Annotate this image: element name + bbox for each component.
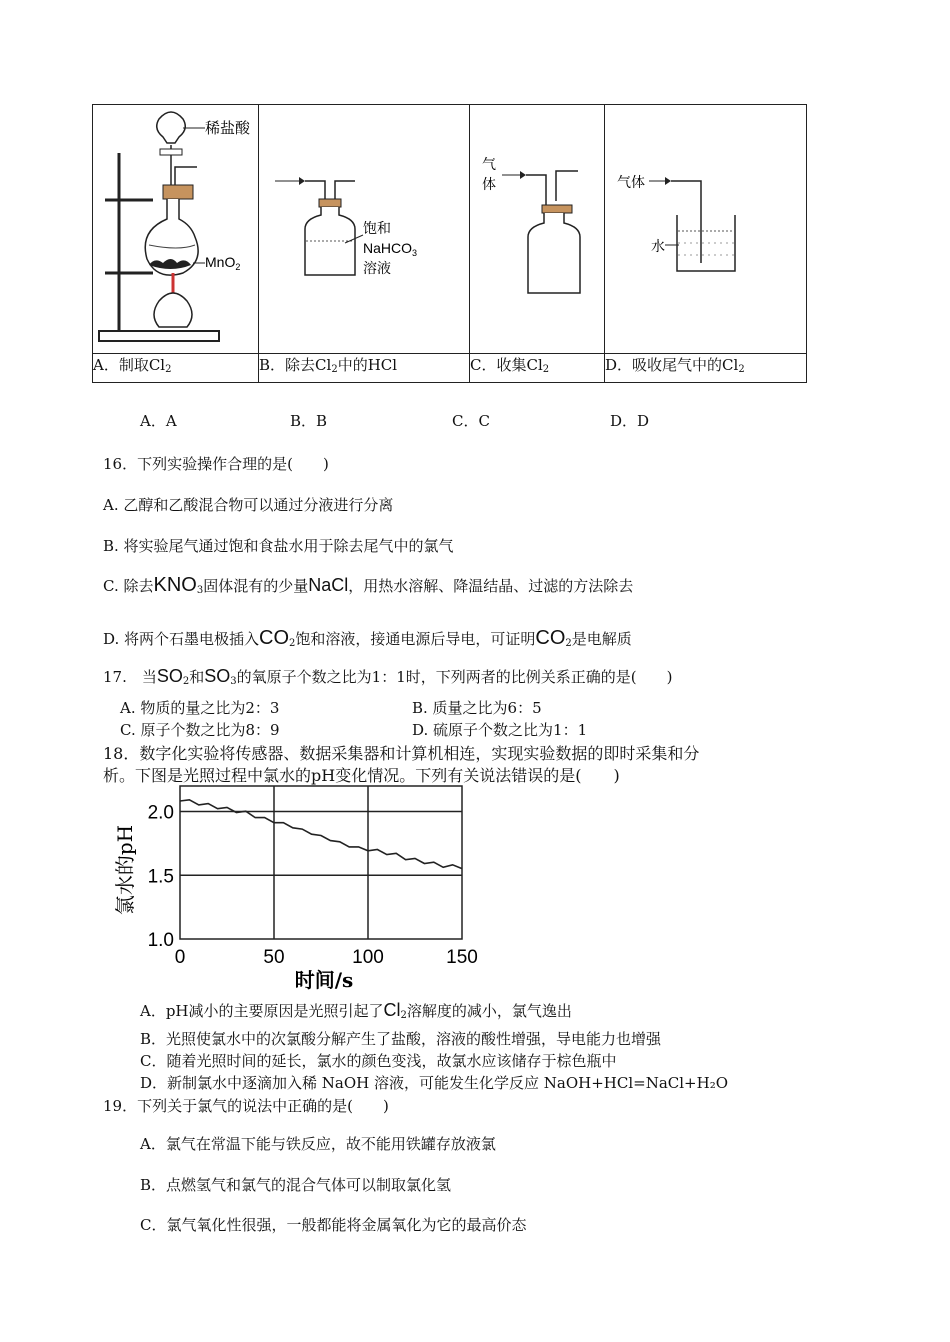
q17-option-a: A. 物质的量之比为2：3 xyxy=(120,699,280,717)
ph-series-line xyxy=(180,800,462,869)
q16-option-c: C. 除去$KNO_3$固体混有的少量NaCl，用热水溶解、降温结晶、过滤的方法除去 xyxy=(103,574,634,596)
q17-stem: 17. 当$SO_2$和$SO_3$的氧原子个数之比为1：1时，下列两者的比例关系正确的是( ) xyxy=(103,666,673,687)
label-gas: 气体 xyxy=(617,175,645,191)
q19-stem: 19．下列关于氯气的说法中正确的是( ) xyxy=(103,1097,389,1115)
apparatus-b-cell xyxy=(259,105,470,354)
y-axis-label: 氯水的pH xyxy=(113,824,137,916)
label-mno2: MnO$_2$ xyxy=(205,254,241,272)
caption-c: C．收集$Cl_2$ xyxy=(470,354,605,383)
caption-a: A．制取$Cl_2$ xyxy=(93,354,259,383)
q19-option-b: B．点燃氢气和氯气的混合气体可以制取氯化氢 xyxy=(140,1176,452,1194)
chart-grid xyxy=(180,786,462,939)
apparatus-a-cell xyxy=(93,105,259,354)
label-gas-2: 体 xyxy=(482,177,496,193)
q16-option-b: B. 将实验尾气通过饱和食盐水用于除去尾气中的氯气 xyxy=(103,537,454,555)
q15-choice-c: C．C xyxy=(452,412,490,430)
q17-option-b: B. 质量之比为6：5 xyxy=(412,699,542,717)
x-tick-label: 50 xyxy=(263,947,285,968)
q17-option-c: C. 原子个数之比为8：9 xyxy=(120,721,280,739)
q15-choice-b: B．B xyxy=(290,412,328,430)
q15-choice-a: A．A xyxy=(140,412,177,430)
q18-stem-line2: 析。下图是光照过程中氯水的pH变化情况。下列有关说法错误的是( ) xyxy=(103,766,620,785)
gas-collection-diagram xyxy=(470,105,604,349)
x-tick-label: 0 xyxy=(174,947,186,968)
q19-option-c: C．氯气氧化性很强，一般都能将金属氧化为它的最高价态 xyxy=(140,1216,527,1234)
chart-ticks xyxy=(148,803,478,969)
label-saturated: 饱和 xyxy=(363,221,391,237)
label-solution: 溶液 xyxy=(363,261,391,277)
q17-option-d: D. 硫原子个数之比为1：1 xyxy=(412,721,588,739)
apparatus-table xyxy=(92,104,807,383)
q16-stem: 16．下列实验操作合理的是( ) xyxy=(103,455,329,473)
plot-frame xyxy=(180,786,462,939)
caption-d: D．吸收尾气中的$Cl_2$ xyxy=(605,354,807,383)
q18-stem-line1: 18．数字化实验将传感器、数据采集器和计算机相连，实现实验数据的即时采集和分 xyxy=(103,744,700,763)
y-tick-label: 1.0 xyxy=(147,930,174,951)
y-tick-label: 2.0 xyxy=(147,802,174,824)
q18-option-a: A．pH减小的主要原因是光照引起了$Cl_2$溶解度的减小，氯气逸出 xyxy=(140,1000,572,1021)
apparatus-d-cell xyxy=(605,105,807,354)
x-tick-label: 100 xyxy=(352,947,384,968)
cl2-generator-diagram xyxy=(93,105,258,349)
q18-option-d: D．新制氯水中逐滴加入稀 NaOH 溶液，可能发生化学反应 NaOH+HCl=NaCl+H₂O xyxy=(140,1074,729,1092)
x-tick-label: 150 xyxy=(446,947,478,968)
label-gas-1: 气 xyxy=(482,157,496,173)
q18-option-b: B．光照使氯水中的次氯酸分解产生了盐酸，溶液的酸性增强，导电能力也增强 xyxy=(140,1030,662,1048)
q18-option-c: C．随着光照时间的延长，氯水的颜色变浅，故氯水应该储存于棕色瓶中 xyxy=(140,1052,617,1070)
ph-chart xyxy=(110,780,490,1000)
apparatus-c-cell xyxy=(470,105,605,354)
q15-choice-d: D．D xyxy=(610,412,650,430)
wash-bottle-diagram xyxy=(259,105,469,349)
label-water: 水 xyxy=(651,239,665,255)
q16-option-d: D. 将两个石墨电极插入$CO_2$饱和溶液，接通电源后导电，可证明$CO_2$是电解质 xyxy=(103,627,632,649)
q16-option-a: A. 乙醇和乙酸混合物可以通过分液进行分离 xyxy=(103,496,394,514)
q19-option-a: A．氯气在常温下能与铁反应，故不能用铁罐存放液氯 xyxy=(140,1135,496,1153)
label-nahco3: NaHCO$_3$ xyxy=(363,240,418,258)
tail-gas-absorption-diagram xyxy=(605,105,806,349)
y-tick-label: 1.5 xyxy=(147,866,174,888)
x-axis-label: 时间/s xyxy=(294,968,354,992)
caption-b: B．除去$Cl_2$中的HCl xyxy=(259,354,470,383)
label-hcl: 稀盐酸 xyxy=(205,119,251,137)
